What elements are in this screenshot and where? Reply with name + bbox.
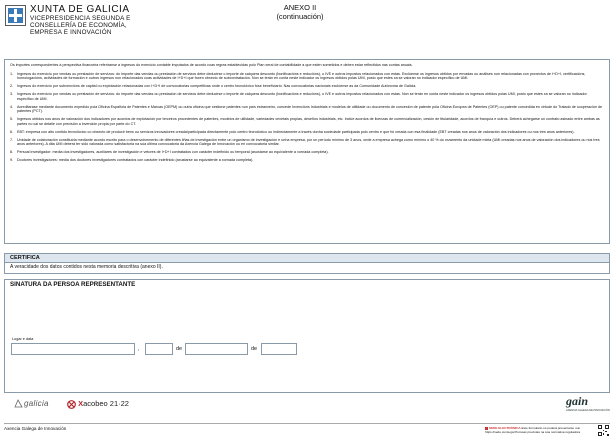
note-number: 6.	[10, 129, 14, 134]
de-separator-2: de	[251, 346, 258, 352]
certify-heading: CERTIFICA	[5, 254, 609, 263]
signature-box	[4, 279, 610, 393]
note-item	[10, 84, 604, 89]
agency-name: Axencia Galega de Innovación	[4, 426, 67, 431]
galicia-logo-text: galicia	[24, 399, 49, 408]
footer-divider	[4, 423, 610, 424]
note-number: 9.	[10, 158, 14, 163]
sede-text-1: Este formulario só poderá presentarse nun	[521, 426, 581, 430]
place-date-label: Lugar e data	[12, 337, 34, 341]
note-item	[10, 150, 604, 155]
note-text: Acreditarase mediante documento expedido pola Oficina Española de Patentes e Marcas (OEPM) ou outra oficina que xestione patentes nun país estranxeiro, concede Invencións Industriais e modelos de utilidade ou documento de concesión de patente pola Oficina Europea de Patentes (OEP) ou patente concedida en virtude do Tratado de cooperación de patentes (PCT).	[17, 104, 603, 114]
certify-text: A veracidade dos datos contidos nesta memoria descritiva (anexo II).	[10, 264, 163, 270]
gain-logo-text: gain	[566, 394, 589, 408]
xunta-shield-icon	[5, 5, 26, 26]
note-item	[10, 105, 604, 114]
note-number: 7.	[10, 137, 14, 142]
note-number: 5.	[10, 117, 14, 122]
place-field[interactable]	[11, 343, 135, 355]
note-item	[10, 72, 604, 81]
day-field[interactable]	[145, 343, 173, 355]
de-separator-1: de	[176, 346, 183, 352]
note-text: Ingresos do exercicio por subvencións de capital ou explotación relacionadas con I+D+I de convocatorias competitivas onde o centro tecnolóxico fose beneficiario. Nas convocatorias nacionais exclúense as da Comunidade Autónoma de Galicia.	[17, 84, 417, 89]
sede-url[interactable]: https://sede.xunta.gal	[485, 430, 515, 434]
note-text: Persoal investigador: media dos investigadores, auxiliares de investigación e vetores de I+D+I contratados con carácter indefinido ou temporal (asustarse ao equivalente a xornada completa).	[17, 150, 329, 155]
year-field[interactable]	[261, 343, 297, 355]
note-number: 8.	[10, 150, 14, 155]
xacobeo-text: acobeo 21·22	[83, 399, 129, 408]
org-name: XUNTA DE GALICIA	[30, 4, 130, 15]
note-item	[10, 138, 604, 147]
month-field[interactable]	[185, 343, 248, 355]
galicia-logo	[14, 399, 49, 408]
electronic-office-note	[485, 426, 611, 434]
xacobeo-x: X	[78, 399, 84, 408]
note-text: Doutores investigadores: media dos doutores investigadores contratados con carácter indefinido (axustarse ao equivalente a xornada completa).	[17, 158, 254, 163]
comma-separator: ,	[138, 346, 140, 352]
note-number: 1.	[10, 71, 14, 76]
xacobeo-cross-icon	[67, 400, 76, 409]
annex-heading	[270, 4, 330, 21]
note-text: Unidade de colaboración constituída mediante acordo escrito para o desenvolvemento de diferentes liñas de investigación entre un organismo de investigación e unha empresa, por un período mínimo de 3 anos, onde a empresa achega como mínimo o 40 % do orzamento da unidade mixta (UMI creadas nos anos de valoración dos indicadores ou nos tres anos anteriores). A dita UMI deberá ter sido valorada como satisfactoria na súa última convocatoria da Axencia Galega de Innovación ou en convocatoria similar.	[17, 137, 600, 147]
notes-box	[4, 59, 610, 244]
xacobeo-logo	[67, 399, 129, 409]
note-item	[10, 130, 604, 135]
note-text: Ingresos obtidos nos anos de valoración dos indicadores por acordos de explotación por terceiros procedentes de patentes, modelos de utilidade, variedades vexetais propias, deseños industriais, etc. Inclúe acordos de licenzas de comercialización, cesión de titularidade, acordos de franquía e outros. Deberá achegarse un contrato asinado entre ambas as partes no cal se detalle con precisión a invención propia por parte do CT.	[17, 117, 600, 126]
note-text: Ingresos do exercicio por vendas ou prestación de servizos: do importe das vendas ou prestación de servizos debe deducirse o importe de calquera desconto (bonificacións e reducións), o IVE e outros impostos relacionados con estas. Exclúense os ingresos obtidos por envadas ou análises non relacionadas con proxectos de I+D+I, certificacións, homologacións, actividades de formación e outros ingresos non relacionados coas actividades de I+D+I que foxen obxecto de subcontratación. Non se terán en conta neste indicador os ingresos obtidos polas UMI, posto que estes xa se valoran no indicador específico de UMI.	[17, 71, 586, 81]
sede-text-2: Persoas previstas na súa normativa reguladora	[515, 430, 581, 434]
note-item	[10, 117, 604, 126]
note-text: EBT: empresa cun alto contido tecnolóxico co obxecto de producir bens ou servizos innovadores creada/participada directamente polo centro tecnolóxico ou indirectamente a través dunha sociedade participada polo centro e que foi creada con esa finalidade (EBT creadas nos anos de valoración dos indicadores ou nos tres anos anteriores).	[17, 129, 575, 134]
note-item	[10, 158, 604, 163]
org-sub-line-3: EMPRESA E INNOVACIÓN	[30, 29, 112, 36]
certify-box	[4, 253, 610, 274]
gain-logo	[566, 394, 610, 412]
note-number: 4.	[10, 104, 14, 109]
note-number: 3.	[10, 92, 14, 97]
org-block	[30, 4, 131, 36]
galicia-mark-icon	[14, 399, 23, 408]
annex-subtitle: (continuación)	[276, 11, 324, 21]
qr-code-icon	[598, 425, 609, 436]
org-sub-line-1: VICEPRESIDENCIA SEGUNDA E	[30, 15, 131, 22]
note-item	[10, 92, 604, 101]
annex-title: ANEXO II	[283, 3, 317, 12]
notes-intro: Os importes correspondentes á perspectiva financeira referiranse a ingresos do exercicio contable imputados de acordo coas regras establecidas polo Plan xeral de contabilidade a que estén sometidos e deben estar reflectidos nas contas anuais.	[10, 63, 413, 67]
note-number: 2.	[10, 84, 14, 89]
signature-heading: SINATURA DA PERSOA REPRESENTANTE	[5, 280, 609, 290]
gain-logo-sub: AXENCIA GALEGA DE INNOVACIÓN	[566, 409, 610, 412]
note-text: Ingresos do exercicio por vendas ou prestación de servizos: do importe das vendas ou prestación de servizos debe deducirse o importe de calquera desconto (bonificacións e reducións), o IVE e outros impostos relacionados con estas. Non se terán en conta neste indicador os ingresos obtidos polas UMI, posto que estes xa se valoran no indicador específico de UMI.	[17, 92, 587, 101]
org-sub-line-2: CONSELLERÍA DE ECONOMÍA,	[30, 22, 127, 29]
sede-label: SEDE ELECTRÓNICA	[489, 426, 521, 430]
